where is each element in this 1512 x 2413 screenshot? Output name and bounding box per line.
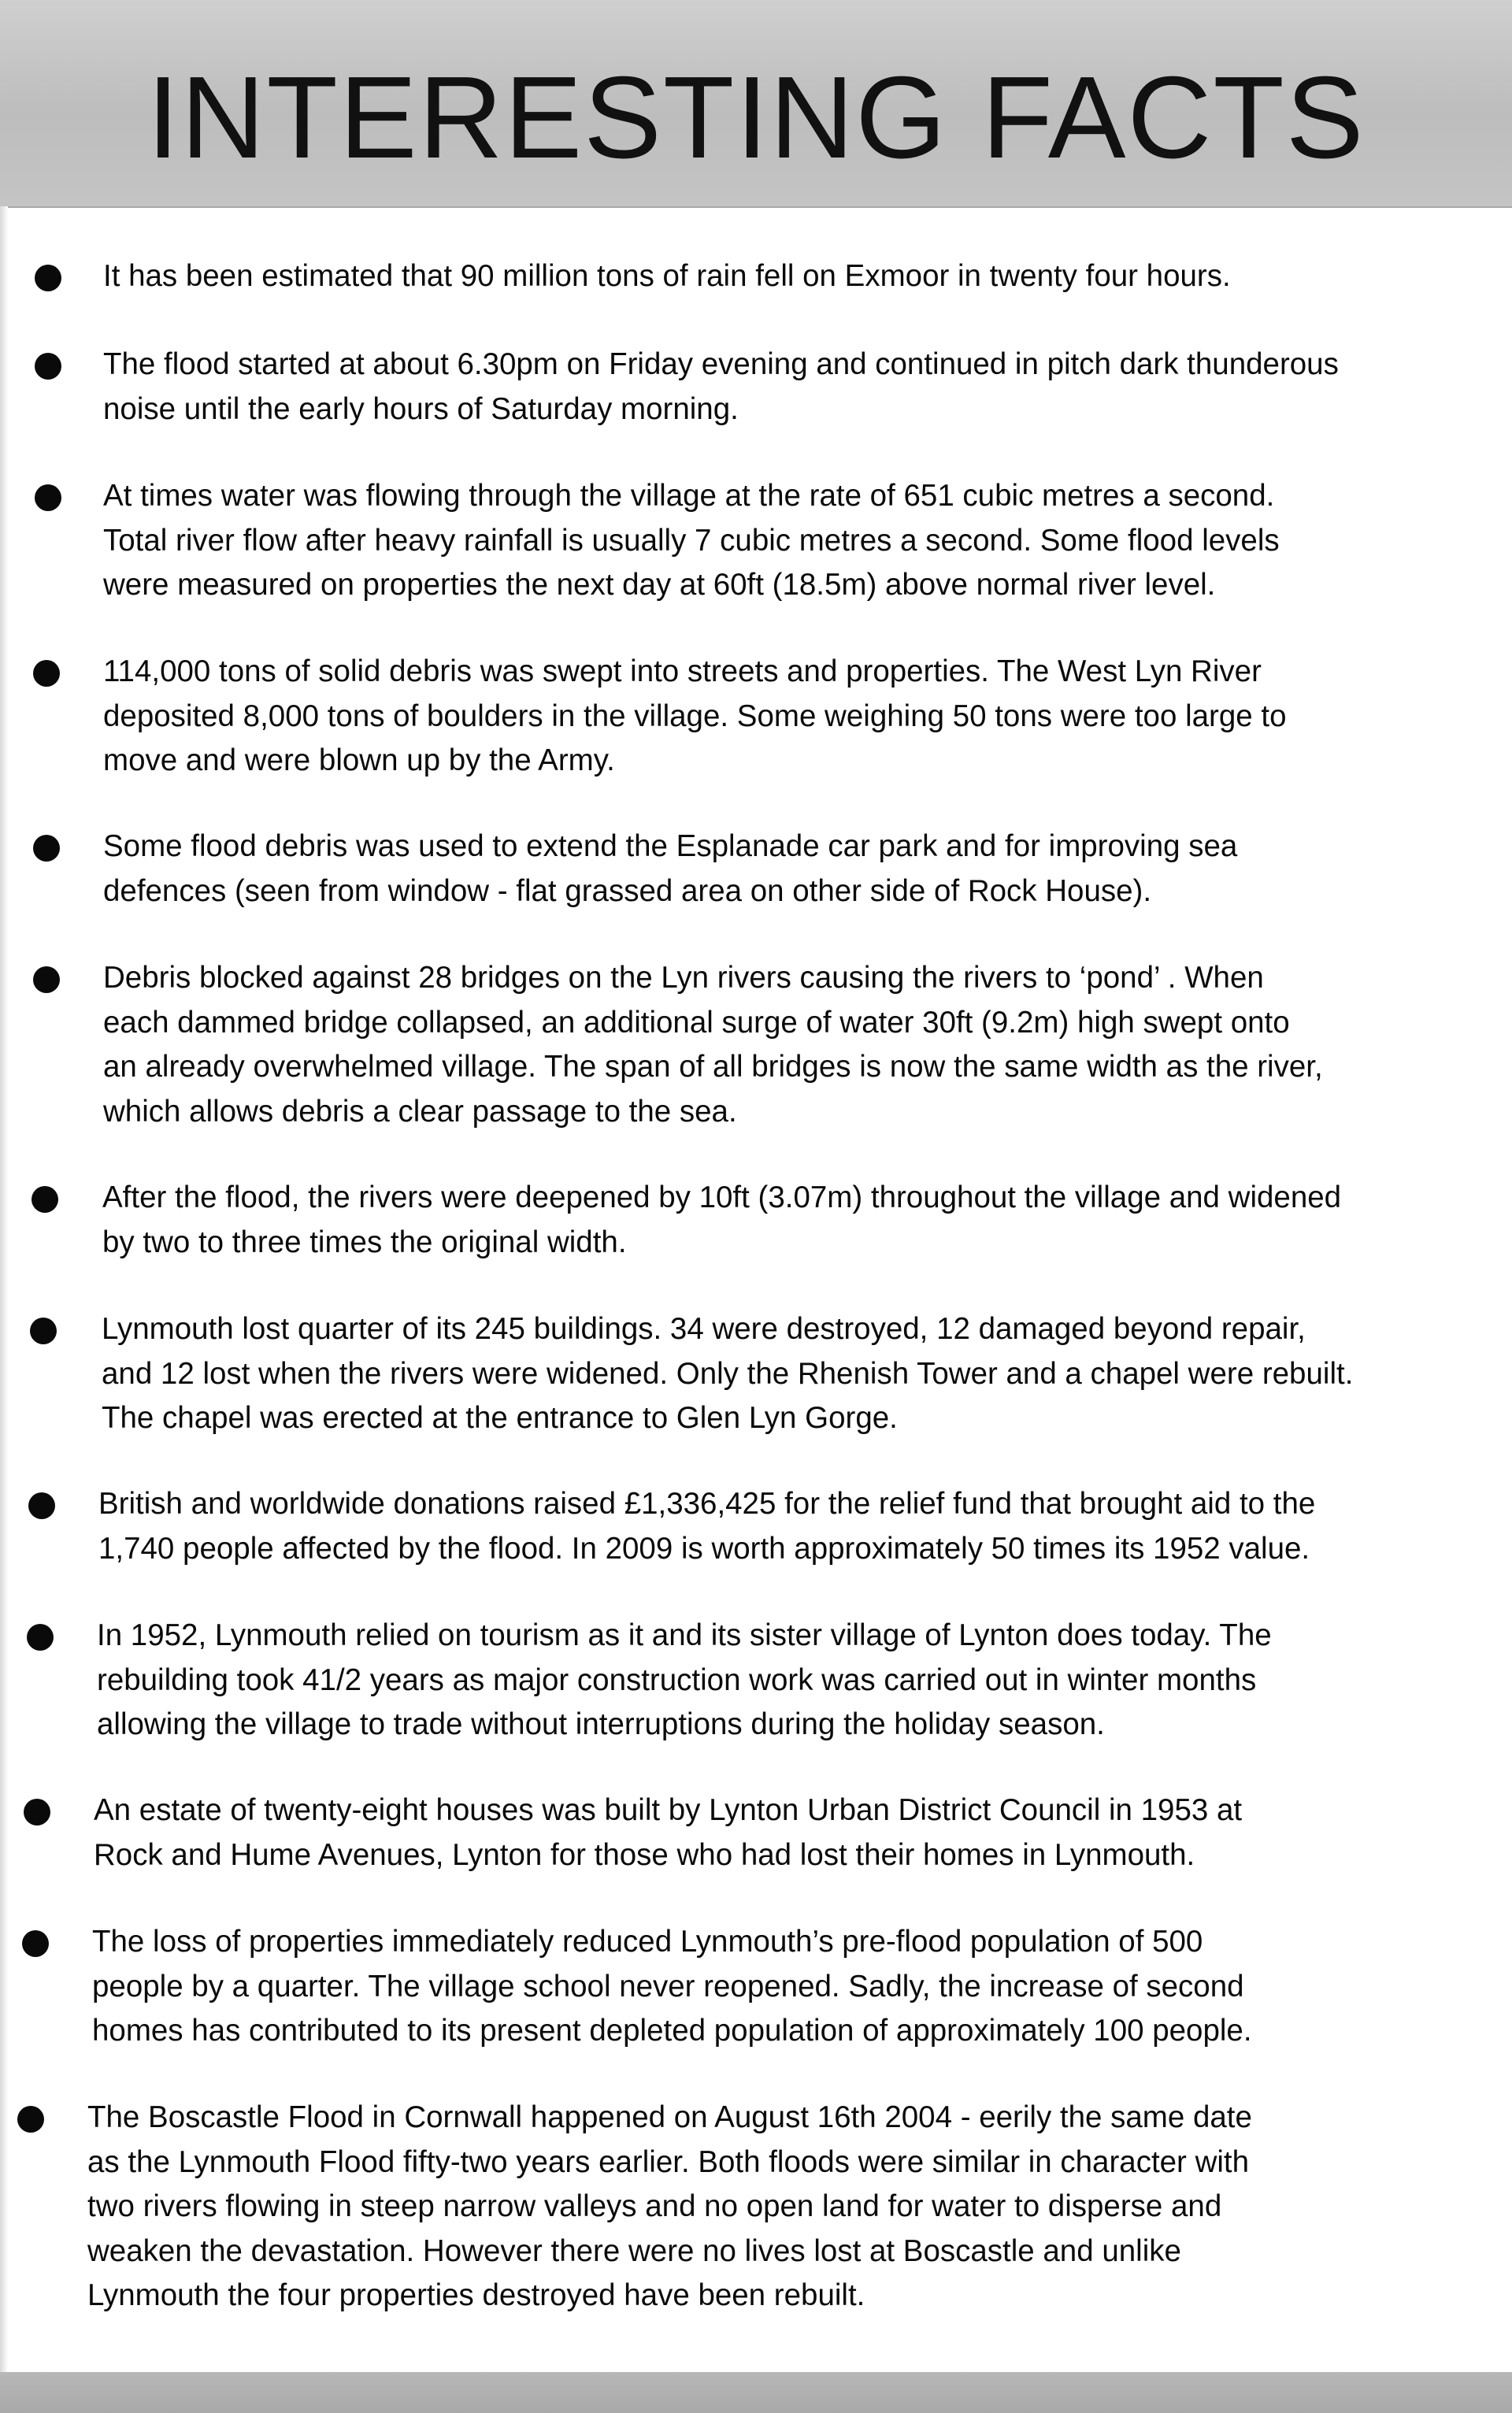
fact-text bbox=[98, 1482, 1315, 1571]
fact-line: defences (seen from window - flat grassed area on other side of Rock House). bbox=[103, 873, 1152, 908]
fact-line: two rivers flowing in steep narrow valleys and no open land for water to disperse and bbox=[87, 2189, 1222, 2223]
fact-line: by two to three times the original width. bbox=[102, 1225, 627, 1259]
fact-line: The Boscastle Flood in Cornwall happened on August 16th 2004 - eerily the same date bbox=[87, 2100, 1252, 2134]
fact-line: 1,740 people affected by the flood. In 2009 is worth approximately 50 times its 1952 value. bbox=[98, 1531, 1310, 1566]
bullet-dot-icon bbox=[33, 966, 60, 993]
fact-text bbox=[103, 474, 1280, 608]
bullet-dot-icon bbox=[35, 484, 61, 511]
fact-text bbox=[97, 1614, 1272, 1748]
fact-line: people by a quarter. The village school never reopened. Sadly, the increase of second bbox=[92, 1969, 1244, 2003]
bullet-dot-icon bbox=[22, 1930, 49, 1957]
bullet-dot-icon bbox=[33, 660, 60, 687]
fact-line: Total river flow after heavy rainfall is usually 7 cubic metres a second. Some flood levels bbox=[103, 523, 1280, 558]
fact-line: rebuilding took 41/2 years as major construction work was carried out in winter months bbox=[97, 1662, 1257, 1697]
fact-text bbox=[103, 343, 1339, 432]
fact-line: allowing the village to trade without interruptions during the holiday season. bbox=[97, 1707, 1105, 1741]
fact-line: Rock and Hume Avenues, Lynton for those who had lost their homes in Lynmouth. bbox=[94, 1837, 1195, 1872]
fact-line: each dammed bridge collapsed, an additional surge of water 30ft (9.2m) high swept onto bbox=[103, 1005, 1290, 1040]
fact-line: Debris blocked against 28 bridges on the Lyn rivers causing the rivers to ‘pond’ . When bbox=[103, 961, 1264, 995]
fact-text bbox=[103, 650, 1286, 784]
fact-line: Lynmouth the four properties destroyed have been rebuilt. bbox=[87, 2278, 865, 2312]
bullet-dot-icon bbox=[35, 265, 61, 291]
fact-line: move and were blown up by the Army. bbox=[103, 743, 615, 777]
bullet-dot-icon bbox=[28, 1492, 55, 1519]
fact-line: which allows debris a clear passage to the sea. bbox=[103, 1094, 737, 1129]
fact-line: British and worldwide donations raised £1,336,425 for the relief fund that brought aid to the bbox=[98, 1487, 1316, 1521]
fact-text bbox=[103, 825, 1237, 914]
fact-line: were measured on properties the next day at 60ft (18.5m) above normal river level. bbox=[103, 568, 1216, 602]
fact-text bbox=[102, 1176, 1341, 1265]
fact-line: The chapel was erected at the entrance to Glen Lyn Gorge. bbox=[102, 1401, 898, 1435]
bullet-dot-icon bbox=[32, 1186, 58, 1213]
fact-line: homes has contributed to its present depleted population of approximately 100 people. bbox=[92, 2014, 1252, 2048]
fact-line: noise until the early hours of Saturday morning. bbox=[103, 391, 739, 426]
fact-line: The loss of properties immediately reduced Lynmouth’s pre-flood population of 500 bbox=[92, 1925, 1203, 1959]
fact-line: deposited 8,000 tons of boulders in the village. Some weighing 50 tons were too large to bbox=[103, 699, 1287, 733]
fact-line: In 1952, Lynmouth relied on tourism as it and its sister village of Lynton does today. The bbox=[97, 1618, 1272, 1652]
fact-text bbox=[103, 254, 1231, 299]
bullet-dot-icon bbox=[24, 1799, 50, 1826]
fact-line: 114,000 tons of solid debris was swept into streets and properties. The West Lyn River bbox=[103, 654, 1262, 688]
bullet-dot-icon bbox=[33, 835, 60, 862]
fact-line: and 12 lost when the rivers were widened. Only the Rhenish Tower and a chapel were rebuilt. bbox=[102, 1356, 1354, 1391]
fact-text bbox=[94, 1788, 1242, 1877]
fact-text bbox=[103, 956, 1323, 1134]
fact-line: It has been estimated that 90 million tons of rain fell on Exmoor in twenty four hours. bbox=[103, 259, 1231, 293]
bullet-dot-icon bbox=[30, 1318, 57, 1344]
page-title: INTERESTING FACTS bbox=[146, 53, 1366, 183]
fact-text bbox=[87, 2096, 1252, 2318]
fact-line: After the flood, the rivers were deepened by 10ft (3.07m) throughout the village and widened bbox=[102, 1181, 1342, 1214]
bullet-dot-icon bbox=[35, 353, 61, 380]
fact-text bbox=[92, 1920, 1252, 2054]
bullet-dot-icon bbox=[17, 2106, 44, 2133]
fact-line: At times water was flowing through the village at the rate of 651 cubic metres a second. bbox=[103, 479, 1275, 513]
fact-line: Lynmouth lost quarter of its 245 buildings. 34 were destroyed, 12 damaged beyond repair, bbox=[102, 1312, 1306, 1346]
fact-line: The flood started at about 6.30pm on Friday evening and continued in pitch dark thunderous bbox=[103, 347, 1339, 381]
bullet-dot-icon bbox=[27, 1624, 54, 1651]
fact-text bbox=[102, 1307, 1353, 1441]
fact-line: Some flood debris was used to extend the Esplanade car park and for improving sea bbox=[103, 829, 1238, 863]
fact-line: an already overwhelmed village. The span of all bridges is now the same width as the river, bbox=[103, 1050, 1323, 1084]
fact-line: weaken the devastation. However there were no lives lost at Boscastle and unlike bbox=[87, 2233, 1181, 2268]
fact-line: An estate of twenty-eight houses was built by Lynton Urban District Council in 1953 at bbox=[94, 1793, 1243, 1827]
fact-line: as the Lynmouth Flood fifty-two years earlier. Both floods were similar in character with bbox=[87, 2144, 1250, 2179]
